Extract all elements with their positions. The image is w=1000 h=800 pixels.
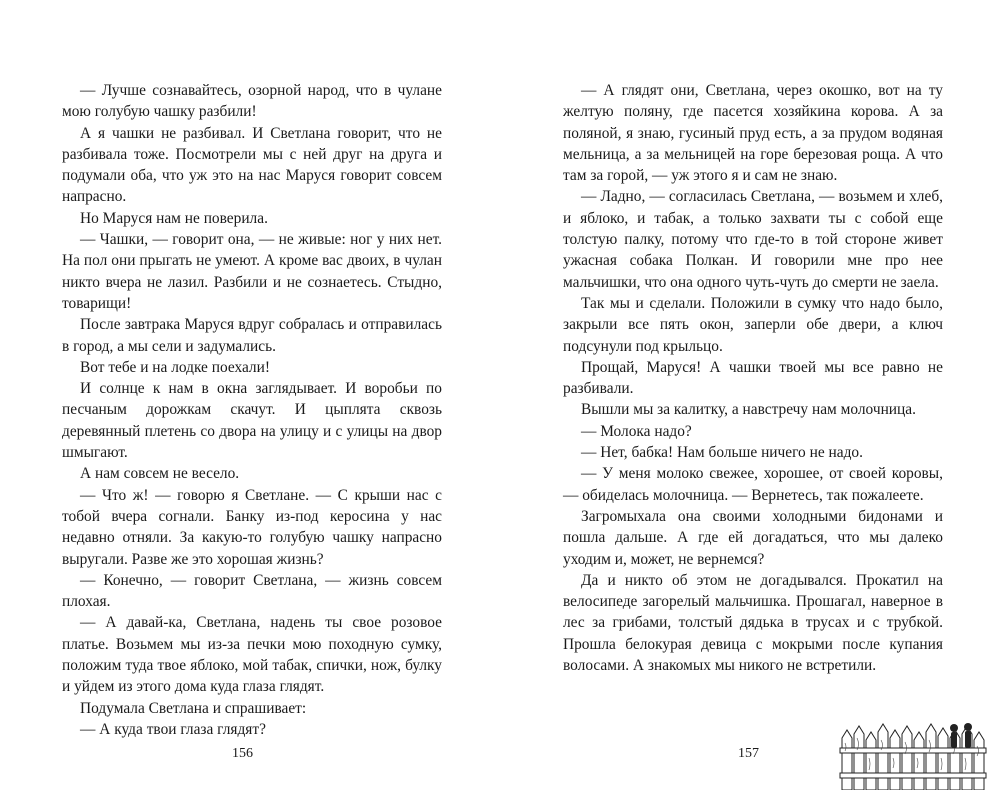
- paragraph: Но Маруся нам не поверила.: [80, 209, 268, 227]
- paragraph: — Молока надо?: [581, 422, 692, 440]
- paragraph: — Лучше сознавайтесь, озорной народ, что в чулане мою голубую чашку разбили!: [62, 82, 442, 121]
- paragraph: — Нет, бабка! Нам больше ничего не надо.: [581, 444, 863, 462]
- paragraph: Да и никто об этом не догадывался. Прокатил на велосипеде загорелый мальчишка. Прошагал, наверное в лес за грибами, толстый дядька в трусах и с трубкой. Прошла белокурая девица с мокрыми после купания волосами. А знакомых мы никого не встретили.: [563, 571, 943, 675]
- paragraph: — Чашки, — говорит она, — не живые: ног у них нет. На пол они прыгать не умеют. А кроме вас двоих, в чулан никто вчера не лазил. Разбили и не сознаетесь. Стыдно, товарищи!: [62, 231, 442, 312]
- paragraph: А я чашки не разбивал. И Светлана говорит, что не разбивала тоже. Посмотрели мы с ней друг на друга и подумали оба, что уж это на нас Маруся говорит совсем напрасно.: [62, 124, 442, 206]
- paragraph: И солнце к нам в окна заглядывает. И воробьи по песчаным дорожкам скачут. И цыплята сквозь деревянный плетень со двора на улицу и с улицы на двор шмыгают.: [62, 380, 442, 462]
- paragraph: Прощай, Маруся! А чашки твоей мы все равно не разбивали.: [563, 358, 943, 398]
- paragraph: Загромыхала она своими холодными бидонами и пошла дальше. А где ей догадаться, что мы далеко уходим и, может, не вернемся?: [563, 507, 943, 568]
- page-number-left: 156: [232, 746, 253, 761]
- paragraph: Вышли мы за калитку, а навстречу нам молочница.: [581, 401, 916, 419]
- paragraph: После завтрака Маруся вдруг собралась и отправилась в город, а мы сели и задумались.: [62, 316, 442, 355]
- paragraph: — А давай-ка, Светлана, надень ты свое розовое платье. Возьмем мы из-за печки мою походную сумку, положим туда твое яблоко, мой табак, спички, нож, булку и уйдем из этого дома куда глаза глядят.: [62, 614, 442, 696]
- paragraph: Вот тебе и на лодке поехали!: [80, 358, 270, 376]
- paragraph: Подумала Светлана и спрашивает:: [80, 699, 307, 717]
- page-number-right: 157: [738, 746, 759, 761]
- paragraph: — У меня молоко свежее, хорошее, от своей коровы, — обиделась молочница. — Вернетесь, так пожалеете.: [563, 465, 943, 504]
- paragraph: — Конечно, — говорит Светлана, — жизнь совсем плохая.: [62, 571, 442, 611]
- paragraph: — А глядят они, Светлана, через окошко, вот на ту желтую поляну, где пасется хозяйкина корова. А за поляной, я знаю, гусиный пруд есть, а за прудом водяная мельница, а за мельницей на горе березовая роща. А что там за горой, — уж этого я и сам не знаю.: [563, 82, 943, 185]
- paragraph: — Ладно, — согласилась Светлана, — возьмем и хлеб, и яблоко, и табак, а только захвати ты с собой еще толстую палку, потому что где-то в той стороне живет ужасная собака Полкан. И говорили мне про нее мальчишки, что она одного чуть-чуть до смерти не заела.: [563, 188, 943, 291]
- paragraph: — Что ж! — говорю я Светлане. — С крыши нас с тобой вчера согнали. Банку из-под керосина у нас недавно отняли. За какую-то голубую чашку напрасно выругали. Разве же это хорошая жизнь?: [62, 486, 442, 568]
- fence-illustration: [838, 718, 988, 790]
- paragraph: — А куда твои глаза глядят?: [80, 720, 266, 738]
- paragraph: А нам совсем не весело.: [80, 465, 240, 483]
- right-page-text: [563, 80, 943, 676]
- left-page-text: [62, 80, 442, 740]
- paragraph: Так мы и сделали. Положили в сумку что надо было, закрыли все пять окон, заперли обе двери, а ключ подсунули под крыльцо.: [563, 294, 943, 355]
